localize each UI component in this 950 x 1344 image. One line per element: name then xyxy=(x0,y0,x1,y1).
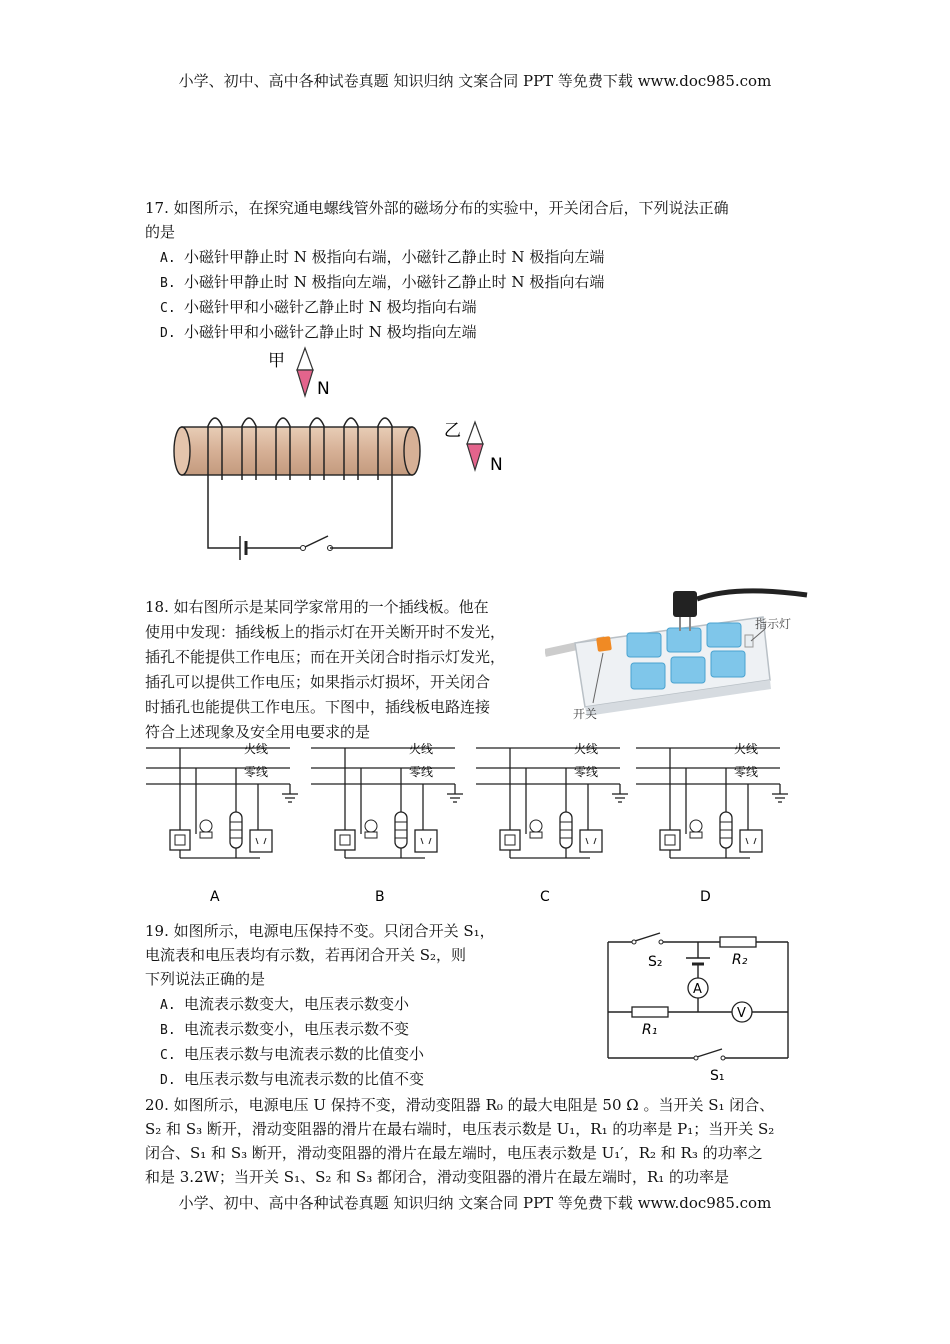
option-text: 小磁针甲静止时 N 极指向左端，小磁针乙静止时 N 极指向右端 xyxy=(184,273,605,291)
q17-option-d xyxy=(160,321,477,342)
option-text: 电流表示数变小，电压表示数不变 xyxy=(184,1020,410,1038)
q20-line: S₂ 和 S₃ 断开，滑动变阻器的滑片在最右端时，电压表示数是 U₁，R₁ 的功率是 P₁；当开关 S₂ xyxy=(145,1120,775,1138)
page-footer: 小学、初中、高中各种试卷真题 知识归纳 文案合同 PPT 等免费下载 www.doc985.com xyxy=(178,1194,772,1212)
circuit-option-d xyxy=(630,738,790,910)
option-key: B. xyxy=(160,276,176,291)
option-text: 小磁针甲和小磁针乙静止时 N 极均指向左端 xyxy=(184,323,477,341)
needle-b-pole-label: N xyxy=(490,455,503,475)
live-wire-label: 火线 xyxy=(734,742,759,756)
compass-needle-b xyxy=(467,422,483,470)
option-label: A xyxy=(210,889,220,905)
q19-line: 19. 如图所示，电源电压保持不变。只闭合开关 S₁， xyxy=(145,922,495,940)
q18-circuit-options xyxy=(140,738,790,910)
q17-option-c xyxy=(160,296,477,317)
option-key: C. xyxy=(160,301,176,316)
option-key: B. xyxy=(160,1023,176,1038)
neutral-wire-label: 零线 xyxy=(734,765,759,779)
neutral-wire-label: 零线 xyxy=(409,765,434,779)
live-wire-label: 火线 xyxy=(244,742,269,756)
q18-line: 使用中发现：插线板上的指示灯在开关断开时不发光， xyxy=(145,623,506,641)
circuit-option-b xyxy=(305,738,465,910)
q17-stem-line2: 的是 xyxy=(145,223,176,241)
neutral-wire-label: 零线 xyxy=(574,765,599,779)
needle-a-pole-label: N xyxy=(317,379,330,399)
option-label: D xyxy=(700,889,711,905)
q17-option-a xyxy=(160,246,604,267)
q20-line: 和是 3.2W；当开关 S₁、S₂ 和 S₃ 都闭合，滑动变阻器的滑片在最左端时，R₁ 的功率是 xyxy=(145,1168,730,1186)
option-label: B xyxy=(375,889,385,905)
q17-option-b xyxy=(160,271,604,292)
ammeter-label: A xyxy=(693,982,702,997)
needle-a-label: 甲 xyxy=(268,351,285,371)
q19-option-d xyxy=(160,1068,424,1089)
q19-line: 下列说法正确的是 xyxy=(145,970,266,988)
battery-symbol xyxy=(240,536,300,560)
circuit-option-c xyxy=(470,738,630,910)
r2-label: R₂ xyxy=(732,952,748,968)
option-text: 电压表示数与电流表示数的比值变小 xyxy=(184,1045,425,1063)
power-strip-photo xyxy=(545,585,810,725)
option-key: C. xyxy=(160,1048,176,1063)
switch-symbol xyxy=(301,536,333,551)
q18-line: 符合上述现象及安全用电要求的是 xyxy=(145,723,371,741)
switch-label: 开关 xyxy=(573,707,598,721)
live-wire-label: 火线 xyxy=(574,742,599,756)
needle-b-label: 乙 xyxy=(444,421,461,441)
q20-line: 闭合、S₁ 和 S₃ 断开，滑动变阻器的滑片在最左端时，电压表示数是 U₁′，R₂ 和 R₃ 的功率之 xyxy=(145,1144,763,1162)
q17-stem-line1: 17. 如图所示，在探究通电螺线管外部的磁场分布的实验中，开关闭合后，下列说法正确 xyxy=(145,199,729,217)
q19-option-a xyxy=(160,993,409,1014)
option-label: C xyxy=(540,889,550,905)
q19-option-b xyxy=(160,1018,409,1039)
option-key: A. xyxy=(160,251,176,266)
resistor-r2 xyxy=(720,937,756,947)
strip-switch xyxy=(596,636,612,652)
neutral-wire-label: 零线 xyxy=(244,765,269,779)
q18-line: 时插孔也能提供工作电压。下图中，插线板电路连接 xyxy=(145,698,491,716)
q19-line: 电流表和电压表均有示数，若再闭合开关 S₂，则 xyxy=(145,946,467,964)
page-header: 小学、初中、高中各种试卷真题 知识归纳 文案合同 PPT 等免费下载 www.doc985.com xyxy=(178,72,772,90)
q19-option-c xyxy=(160,1043,424,1064)
resistor-r1 xyxy=(632,1007,668,1017)
option-key: D. xyxy=(160,326,176,341)
s2-label: S₂ xyxy=(648,954,663,970)
q17-solenoid-figure xyxy=(160,340,530,565)
option-text: 电压表示数与电流表示数的比值不变 xyxy=(184,1070,425,1088)
option-text: 小磁针甲和小磁针乙静止时 N 极均指向右端 xyxy=(184,298,477,316)
q18-line: 插孔可以提供工作电压；如果指示灯损坏，开关闭合 xyxy=(145,673,491,691)
q18-line: 18. 如右图所示是某同学家常用的一个插线板。他在 xyxy=(145,598,489,616)
live-wire-label: 火线 xyxy=(409,742,434,756)
q18-line: 插孔不能提供工作电压；而在开关闭合时指示灯发光， xyxy=(145,648,506,666)
q19-circuit-figure xyxy=(598,930,798,1085)
circuit-option-a xyxy=(140,738,300,910)
option-text: 小磁针甲静止时 N 极指向右端，小磁针乙静止时 N 极指向左端 xyxy=(184,248,605,266)
option-key: D. xyxy=(160,1073,176,1088)
r1-label: R₁ xyxy=(642,1022,658,1038)
compass-needle-a xyxy=(297,348,313,396)
q20-line: 20. 如图所示，电源电压 U 保持不变，滑动变阻器 R₀ 的最大电阻是 50 Ω 。当开关 S₁ 闭合、 xyxy=(145,1096,775,1114)
indicator-label: 指示灯 xyxy=(755,617,792,631)
option-text: 电流表示数变大，电压表示数变小 xyxy=(184,995,410,1013)
voltmeter-label: V xyxy=(737,1006,746,1021)
solenoid-tube xyxy=(174,427,420,475)
s1-label: S₁ xyxy=(710,1068,725,1084)
option-key: A. xyxy=(160,998,176,1013)
